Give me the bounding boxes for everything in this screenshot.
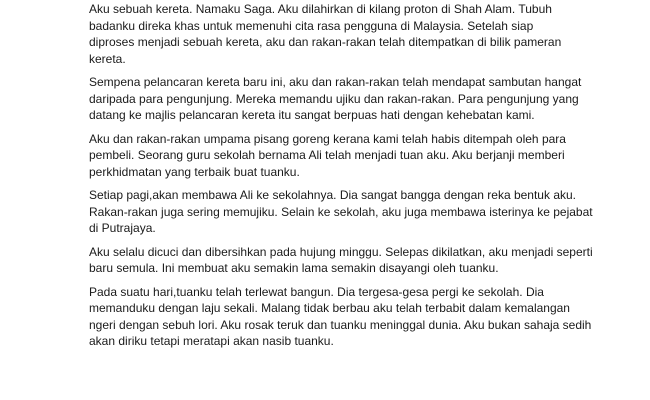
paragraph-4: Setiap pagi,akan membawa Ali ke sekolahnya. Dia sangat bangga dengan reka bentuk aku. Rakan-rakan juga sering memujiku. Selain ke sekolah, aku juga membawa isterinya ke pejabat di Putrajaya. xyxy=(89,188,593,235)
paragraph-1: Aku sebuah kereta. Namaku Saga. Aku dilahirkan di kilang proton di Shah Alam. Tubuh badanku direka khas untuk memenuhi cita rasa pengguna di Malaysia. Setelah siap diproses menjadi sebuah kereta, aku dan rakan-rakan telah ditempatkan di bilik pameran kereta. xyxy=(89,2,562,66)
paragraph-5: Aku selalu dicuci dan dibersihkan pada hujung minggu. Selepas dikilatkan, aku menjadi seperti baru semula. Ini membuat aku semakin lama semakin disayangi oleh tuanku. xyxy=(89,244,593,275)
paragraph-6: Pada suatu hari,tuanku telah terlewat bangun. Dia tergesa-gesa pergi ke sekolah. Dia memanduku dengan laju sekali. Malang tidak berbau aku telah terbabit dalam kemalangan ngeri dengan sebuh lori. Aku rosak teruk dan tuanku meninggal dunia. Aku bukan sahaja sedih akan diriku tetapi meratapi akan nasib tuanku. xyxy=(89,284,592,348)
paragraph-2: Sempena pelancaran kereta baru ini, aku dan rakan-rakan telah mendapat sambutan hangat daripada para pengunjung. Mereka memandu ujiku dan rakan-rakan. Para pengunjung yang datang ke majlis pelancaran kereta itu sangat berpuas hati dengan kehebatan kami. xyxy=(89,75,582,122)
paragraph-3: Aku dan rakan-rakan umpama pisang goreng kerana kami telah habis ditempah oleh para pembeli. Seorang guru sekolah bernama Ali telah menjadi tuan aku. Aku berjanji memberi perkhidmatan yang terbaik buat tuanku. xyxy=(89,131,566,179)
document-body xyxy=(89,1,634,357)
